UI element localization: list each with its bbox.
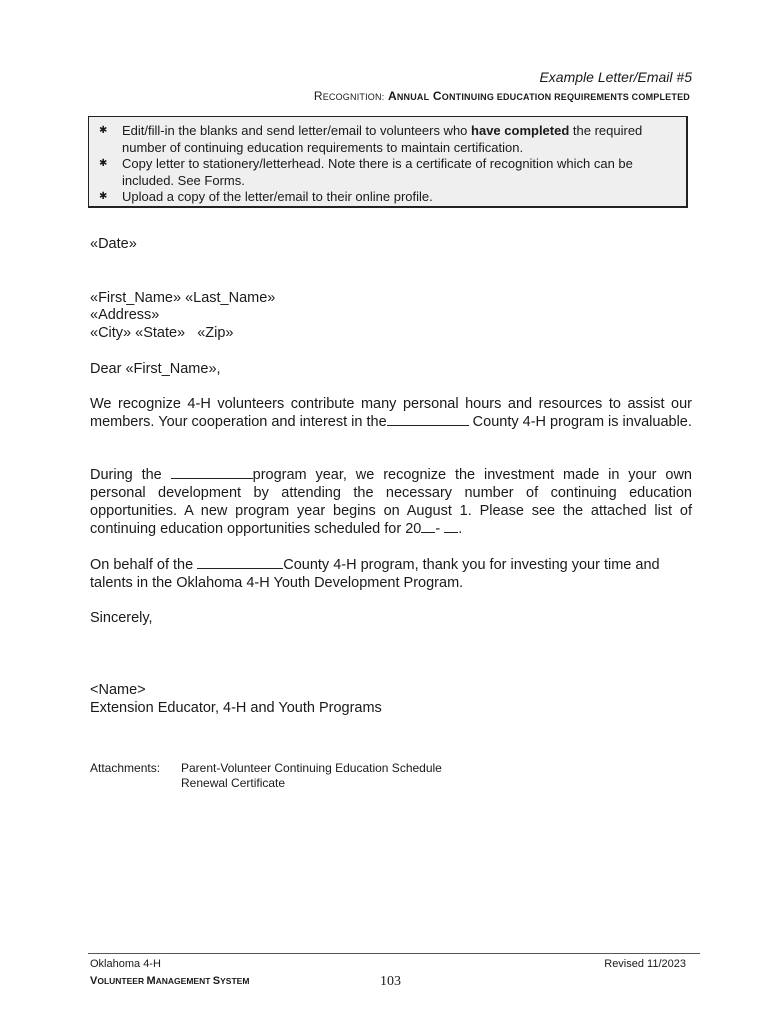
- closing: Sincerely,: [90, 610, 153, 626]
- footer-revised: Revised 11/2023: [604, 958, 686, 970]
- footer-system-name: VOLUNTEER MANAGEMENT SYSTEM: [90, 975, 250, 987]
- salutation: Dear «First_Name»,: [90, 361, 221, 377]
- date-field: «Date»: [90, 236, 137, 252]
- document-subtitle: RECOGNITION: ANNUAL CONTINUING EDUCATION REQUIREMENTS COMPLETED: [313, 89, 690, 103]
- footer-org: Oklahoma 4-H: [90, 958, 161, 970]
- attachment-item: Parent-Volunteer Continuing Education Schedule: [181, 761, 442, 775]
- page-number: 103: [380, 974, 401, 989]
- recipient-name: «First_Name» «Last_Name»: [90, 290, 276, 306]
- recipient-city: «City» «State» «Zip»: [90, 325, 234, 341]
- instructions-box: ✱ Edit/fill-in the blanks and send letter/email to volunteers who have completed the required number of continuing education requirements to maintain certification. ✱ Copy letter to stationery/letterhead. Note there is a certificate of recognition which can be included. See Forms. ✱ Upload a copy of the letter/email to their online profile.: [88, 116, 688, 208]
- bullet-icon: ✱: [99, 125, 108, 136]
- year-end-blank: [444, 520, 458, 533]
- county-blank: [387, 413, 469, 426]
- paragraph-program-year: During the program year, we recognize the investment made in your own personal development by attending the necessary number of continuing education opportunities. A new program year begins on August 1. Please see the attached list of continuing education opportunities scheduled for 20 - .: [90, 467, 692, 537]
- year-start-blank: [421, 520, 435, 533]
- signer-title: Extension Educator, 4-H and Youth Programs: [90, 700, 382, 716]
- paragraph-thanks: On behalf of the County 4-H program, thank you for investing your time and talents in the Oklahoma 4-H Youth Development Program.: [90, 557, 660, 591]
- attachment-item: Renewal Certificate: [181, 776, 286, 790]
- recipient-address: «Address»: [90, 307, 160, 323]
- program-year-blank: [171, 466, 253, 479]
- bullet-icon: ✱: [99, 158, 108, 169]
- county-blank-2: [197, 556, 283, 569]
- bullet-icon: ✱: [99, 191, 108, 202]
- paragraph-recognition: We recognize 4-H volunteers contribute many personal hours and resources to assist our members. Your cooperation and interest in the County 4-H program is invaluable.: [90, 396, 692, 430]
- attachments-label: Attachments:: [90, 761, 161, 775]
- footer-divider: [88, 953, 700, 954]
- signer-name: <Name>: [90, 682, 146, 698]
- document-title: Example Letter/Email #5: [539, 69, 692, 85]
